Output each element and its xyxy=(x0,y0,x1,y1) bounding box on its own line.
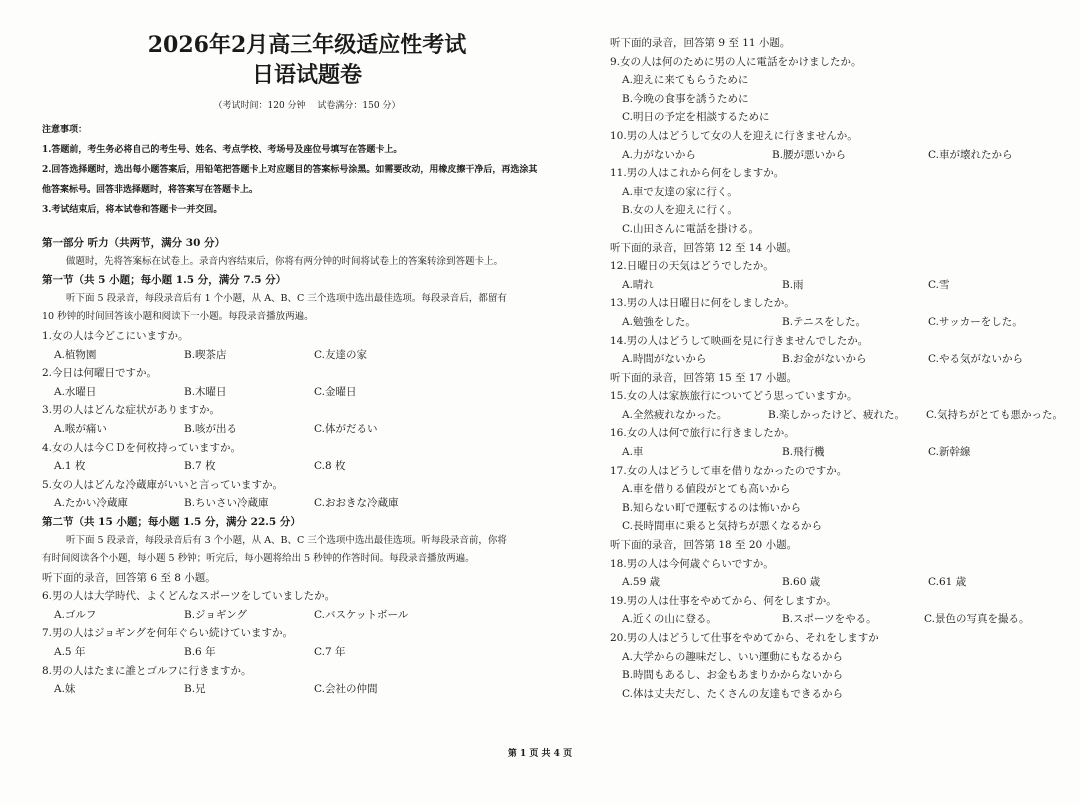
option-b: B.飛行機 xyxy=(782,446,825,459)
option-a: A.迎えに来てもらうために xyxy=(622,74,749,87)
option-c: C.おおきな冷蔵庫 xyxy=(314,497,399,510)
option-c: C.バスケットボール xyxy=(314,608,409,621)
question-options xyxy=(610,146,1070,165)
option-b: B.木曜日 xyxy=(184,385,227,398)
option-a: A.時間がないから xyxy=(622,353,707,366)
option-a: A.たかい冷蔵庫 xyxy=(54,497,128,510)
option-b: B.スポーツをやる。 xyxy=(782,613,877,626)
option-c: C.会社の仲間 xyxy=(314,683,378,696)
question-options xyxy=(42,346,572,365)
option-b: B.女の人を迎えに行く。 xyxy=(622,204,738,217)
question-stem: 15.女の人は家族旅行についてどう思っていますか。 xyxy=(610,390,858,403)
option-c: C.体は丈夫だし、たくさんの友達もできるから xyxy=(622,687,843,700)
exam-info: （考试时间：120 分钟 试卷满分：150 分） xyxy=(213,101,401,111)
notice-line: 2.回答选择题时，选出每小题答案后，用铅笔把答题卡上对应题目的答案标号涂黑。如需要改动，用橡皮擦干净后，再选涂其 xyxy=(42,165,538,175)
exam-subtitle: 日语试题卷 xyxy=(251,62,362,88)
option-c: C.車が壊れたから xyxy=(928,148,1013,161)
question-stem: 20.男の人はどうして仕事をやめてから、それをしますか xyxy=(610,632,879,644)
question-options xyxy=(42,606,572,625)
question-stem: 14.男の人はどうして映画を見に行きませんでしたか。 xyxy=(610,334,869,347)
question-stem: 7.男の人はジョギングを何年ぐらい続けていますか。 xyxy=(42,627,293,640)
option-c: C.山田さんに電話を掛ける。 xyxy=(622,222,759,235)
question-options xyxy=(610,276,1070,295)
question-options xyxy=(42,383,572,402)
option-a: A.晴れ xyxy=(622,278,654,291)
question-options xyxy=(42,643,572,662)
exam-title: 2026年2月高三年级适应性考试 xyxy=(147,32,467,58)
question-stem: 18.男の人は今何歳ぐらいですか。 xyxy=(610,557,774,570)
question-options xyxy=(610,573,1070,592)
question-stem: 12.日曜日の天気はどうでしたか。 xyxy=(610,260,774,273)
notice-heading: 注意事项： xyxy=(42,125,88,135)
option-b: B.咳が出る xyxy=(184,422,238,435)
option-a: A.59 歳 xyxy=(622,576,661,589)
question-stem: 6.男の人は大学時代、よくどんなスポーツをしていましたか。 xyxy=(42,590,336,603)
option-b: B.お金がないから xyxy=(782,353,867,366)
option-a: A.車 xyxy=(622,446,644,459)
option-a: A.水曜日 xyxy=(54,385,97,398)
question-stem: 17.女の人はどうして車を借りなかったのですか。 xyxy=(610,464,848,477)
option-c: C.やる気がないから xyxy=(928,353,1023,366)
question-stem: 11.男の人はこれから何をしますか。 xyxy=(610,167,785,180)
option-b: B.60 歳 xyxy=(782,576,821,589)
option-b: B.今晩の食事を誘うために xyxy=(622,92,749,105)
question-stem: 13.男の人は日曜日に何をしましたか。 xyxy=(610,297,795,310)
option-a: A.喉が痛い xyxy=(54,422,107,435)
question-stem: 9.女の人は何のために男の人に電話をかけましたか。 xyxy=(610,55,862,68)
notice-line: 1.答题前，考生务必将自己的考生号、姓名、考点学校、考场号及座位号填写在答题卡上。 xyxy=(42,145,403,155)
option-b: B.兄 xyxy=(184,683,206,696)
option-b: B.7 枚 xyxy=(184,460,216,473)
listening-cue: 听下面的录音，回答第 6 至 8 小题。 xyxy=(42,571,216,584)
option-b: B.雨 xyxy=(782,278,804,291)
part1-heading: 第一部分 听力（共两节，满分 30 分） xyxy=(42,237,226,249)
option-c: C.体がだるい xyxy=(314,422,378,435)
option-b: B.時間もあるし、お金もあまりかからないから xyxy=(622,669,844,682)
option-a: A.勉強をした。 xyxy=(622,315,696,328)
option-b: B.知らない町で運転するのは怖いから xyxy=(622,501,802,514)
option-b: B.楽しかったけど、疲れた。 xyxy=(768,408,906,421)
option-b: B.喫茶店 xyxy=(184,348,227,361)
option-a: A.全然疲れなかった。 xyxy=(622,408,728,421)
section1-intro-cont: 10 秒钟的时间回答该小题和阅读下一小题。每段录音播放两遍。 xyxy=(42,311,314,323)
question-options xyxy=(610,443,1070,462)
option-b: B.6 年 xyxy=(184,646,216,659)
listening-cue: 听下面的录音，回答第 18 至 20 小题。 xyxy=(610,539,798,552)
option-c: C.金曜日 xyxy=(314,385,357,398)
left-column xyxy=(42,30,572,699)
right-column xyxy=(610,34,1070,703)
option-c: C.7 年 xyxy=(314,646,346,659)
option-c: C.気持ちがとても悪かった。 xyxy=(926,408,1063,421)
question-stem: 1.女の人は今どこにいますか。 xyxy=(42,329,189,342)
option-a: A.力がないから xyxy=(622,148,696,161)
question-options xyxy=(42,420,572,439)
option-c: C.友達の家 xyxy=(314,348,367,361)
section2-heading: 第二节（共 15 小题；每小题 1.5 分，满分 22.5 分） xyxy=(42,515,301,528)
option-b: B.ちいさい冷蔵庫 xyxy=(184,497,269,510)
question-options xyxy=(610,406,1070,425)
question-options xyxy=(42,680,572,699)
listening-cue: 听下面的录音，回答第 15 至 17 小题。 xyxy=(610,371,798,384)
question-stem: 3.男の人はどんな症状がありますか。 xyxy=(42,404,221,417)
option-c: C.新幹線 xyxy=(928,446,971,459)
section1-heading: 第一节（共 5 小题；每小题 1.5 分，满分 7.5 分） xyxy=(42,274,287,287)
question-options xyxy=(610,313,1070,332)
page-number: 第 1 页 共 4 页 xyxy=(507,749,573,759)
question-stem: 2.今日は何曜日ですか。 xyxy=(42,367,158,380)
option-a: A.車を借りる値段がとても高いから xyxy=(622,483,791,496)
question-stem: 5.女の人はどんな冷蔵庫がいいと言っていますか。 xyxy=(42,478,284,491)
notice-line: 3.考试结束后，将本试卷和答题卡一并交回。 xyxy=(42,205,223,215)
option-a: A.大学からの趣味だし、いい運動にもなるから xyxy=(622,650,843,663)
option-b: B.テニスをした。 xyxy=(782,315,867,328)
question-stem: 19.男の人は仕事をやめてから、何をしますか。 xyxy=(610,594,837,607)
option-a: A.ゴルフ xyxy=(54,608,97,621)
question-options xyxy=(610,610,1070,629)
option-c: C.景色の写真を撮る。 xyxy=(924,613,1030,626)
section2-intro: 听下面 5 段录音，每段录音后有 3 个小题，从 A、B、C 三个选项中选出最佳选项。听每段录音前，你将 xyxy=(66,534,507,546)
listening-cue: 听下面的录音，回答第 9 至 11 小题。 xyxy=(610,37,791,49)
option-a: A.5 年 xyxy=(54,646,86,659)
option-c: C.61 歳 xyxy=(928,576,967,589)
option-a: A.妹 xyxy=(54,683,76,696)
option-b: B.腰が悪いから xyxy=(772,148,847,161)
option-c: C.8 枚 xyxy=(314,460,346,473)
question-options xyxy=(42,457,572,476)
option-a: A.近くの山に登る。 xyxy=(622,613,717,626)
option-a: A.植物園 xyxy=(54,348,97,361)
section2-intro-cont: 有时间阅读各个小题，每小题 5 秒钟；听完后，每小题将给出 5 秒钟的作答时间。每段录音播放两遍。 xyxy=(42,553,475,565)
part1-intro: 做题时，先将答案标在试卷上。录音内容结束后，你将有两分钟的时间将试卷上的答案转涂到答题卡上。 xyxy=(66,255,504,267)
question-stem: 4.女の人は今ＣＤを何枚持っていますか。 xyxy=(42,441,242,454)
question-stem: 8.男の人はたまに誰とゴルフに行きますか。 xyxy=(42,664,252,677)
option-a: A.車で友達の家に行く。 xyxy=(622,185,738,198)
listening-cue: 听下面的录音，回答第 12 至 14 小题。 xyxy=(610,241,798,254)
option-c: C.サッカーをした。 xyxy=(928,315,1023,328)
question-options xyxy=(610,350,1070,369)
question-stem: 16.女の人は何で旅行に行きましたか。 xyxy=(610,427,795,440)
option-a: A.1 枚 xyxy=(54,460,86,473)
notice-line: 他答案标号。回答非选择题时，将答案写在答题卡上。 xyxy=(42,185,259,195)
option-c: C.雪 xyxy=(928,278,950,291)
option-c: C.長時間車に乗ると気持ちが悪くなるから xyxy=(622,520,822,533)
option-c: C.明日の予定を相談するために xyxy=(622,111,770,124)
option-b: B.ジョギング xyxy=(184,608,248,621)
question-stem: 10.男の人はどうして女の人を迎えに行きませんか。 xyxy=(610,129,858,142)
question-options xyxy=(42,494,572,513)
section1-intro: 听下面 5 段录音，每段录音后有 1 个小题，从 A、B、C 三个选项中选出最佳选项。每段录音后，都留有 xyxy=(66,292,507,304)
